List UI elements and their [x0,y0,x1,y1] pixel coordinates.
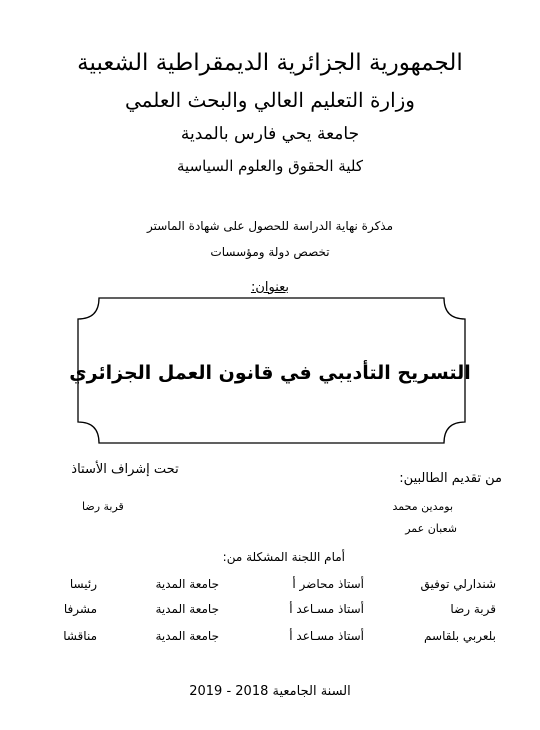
member-role: مناقشا [63,629,97,643]
member-name: شندارلي توفيق [420,577,496,591]
republic-heading: الجمهورية الجزائرية الديمقراطية الشعبية [77,50,463,76]
supervisor-name: قربة رضا [82,500,124,513]
students-label: من تقديم الطالبين: [399,471,502,486]
member-rank: أستاذ مسـاعد أ [289,602,364,616]
member-role: مشرفا [63,602,97,616]
member-university: جامعة المدية [155,629,219,643]
student-name: بومدين محمد [392,500,453,513]
title-label: بعنوان: [250,280,290,295]
university-heading: جامعة يحي فارس بالمدية [180,124,360,144]
ministry-heading: وزارة التعليم العالي والبحث العلمي [125,88,415,112]
committee-label: أمام اللجنة المشكلة من: [222,550,345,564]
academic-year: السنة الجامعية 2018 - 2019 [189,684,351,699]
member-name: بلعربي بلقاسم [424,629,496,643]
memo-purpose: مذكرة نهاية الدراسة للحصول على شهادة الماستر [146,219,394,233]
member-university: جامعة المدية [155,577,219,591]
member-rank: أستاذ مسـاعد أ [289,629,364,643]
student-name: شعبان عمر [405,522,457,535]
member-role: رئيسا [69,577,97,591]
thesis-title: التسريح التأديبي في قانون العمل الجزائري [69,362,471,384]
member-rank: أستاذ محاضر أ [292,577,364,591]
faculty-heading: كلية الحقوق والعلوم السياسية [177,157,363,175]
member-name: قربة رضا [450,602,496,616]
supervision-label: تحت إشراف الأستاذ [71,462,179,477]
member-university: جامعة المدية [155,602,219,616]
memo-specialty: تخصص دولة ومؤسسات [210,245,330,259]
